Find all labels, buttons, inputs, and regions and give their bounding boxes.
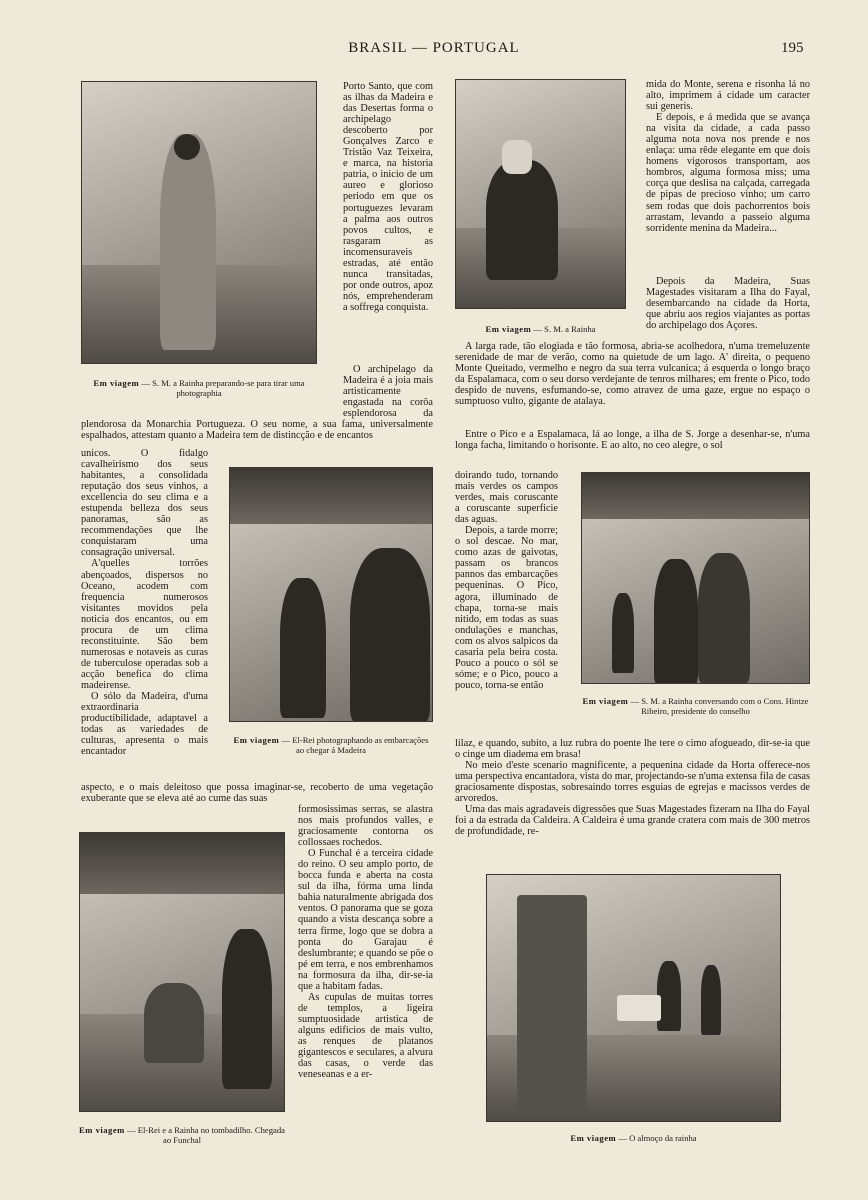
photo-queen-seated [455, 79, 626, 309]
text-column-2b: Depois da Madeira, Suas Magestades visitaram a Ilha do Fayal, desembarcando na cidade da Horta, que abriu aos regios viajantes as portas do archipelago dos Açores. [646, 276, 810, 332]
photo-king-photographing [229, 467, 433, 722]
caption-photo-1: Em viagem — S. M. a Rainha preparando-se para tirar uma photographia [93, 378, 305, 398]
text-column-2: mida do Monte, serena e risonha lá no alto, imprimem á cidade um caracter sui generis. E depois, e á medida que se avança na visita da cidade, a cada passo alguma nota nova nos prende e nos enlaça: uma rêde elegante em que dois homens vigorosos transportam, aos hombros, alguma formosa miss; uma corça que deslisa na calçada, carregada de pipas de precioso vinho; um carro sem rodas que dois pachorrentos bois arrastam, levando a passeio alguma sorridente menina da Madeira... [646, 79, 810, 234]
photo-royals-on-deck [79, 832, 285, 1112]
page-number: 195 [781, 40, 804, 56]
text-vegetacao: aspecto, e o mais deleitoso que possa imaginar-se, recoberto de uma vegetação exuberante que se eleva até ao cume das suas [81, 782, 433, 804]
photo-queen-camera [81, 81, 317, 364]
caption-photo-3: Em viagem — El-Rei photographando as embarcações ao chegar á Madeira [233, 735, 429, 755]
caption-photo-4: Em viagem — S. M. a Rainha conversando com o Cons. Hintze Ribeiro, presidente do conselho [582, 696, 809, 716]
text-archipelago-start: O archipelago da Madeira é a joia mais artisticamente engastada na corôa esplendorosa da [343, 364, 433, 420]
running-head: BRASIL — PORTUGAL [348, 40, 520, 56]
caption-photo-6: Em viagem — O almoço da rainha [570, 1133, 697, 1143]
text-column-3: unicos. O fidalgo cavalheirismo dos seus habitantes, a consolidada reputação dos seus vinhos, a excellencia do seu clima e a estupenda belleza dos seus panoramas, são as recommendações que lhe conquistaram uma consagração universal. A'quelles torrões abençoados, dispersos no Oceano, acodem com frequencia numerosos visitantes movidos pela noticia dos encantos, ou em procura de um clima reconstituinte. São bem numerosas e notaveis as curas de tuberculose operadas sob a acção benefica do clima madeirense. O sólo da Madeira, d'uma extraordinaria productibilidade, adaptavel a todas as variedades de culturas, apresenta o mais encantador [81, 448, 208, 758]
photo-queen-conversing [581, 472, 810, 684]
text-horta-paragraphs: lilaz, e quando, subito, a luz rubra do poente lhe tere o cimo afogueado, dir-se-ia que o cinge um diadema em brasa! No meio d'este scenario magnificente, a pequenina cidade da Horta offerece-nos uma perspectiva encantadora, vista do mar, projectando-se n'uma extensa fila de casas graciosamente dispostas, sobresaindo torres esguias de egrejas e macissos verdes de arvoredos. Uma das mais agradaveis digressões que Suas Magestades fizeram na Ilha do Fayal foi a da estrada da Caldeira. A Caldeira é uma grande cratera com mais de 300 metros de profundidade, re- [455, 738, 810, 838]
caption-photo-2: Em viagem — S. M. a Rainha [485, 324, 596, 334]
text-monarchia: plendorosa da Monarchia Portugueza. O seu nome, a sua fama, universalmente espalhados, attestam quanto a Madeira tem de distincção e de encantos [81, 419, 433, 442]
text-column-1: Porto Santo, que com as ilhas da Madeira e das Desertas forma o archipelago descoberto por Gonçalves Zarco e Tristão Vaz Teixeira, e marca, na historia patria, o inicio de um aureo e glorioso periodo em que os portuguezes levaram a palma aos outros povos cultos, e rasgaram as incomensuraveis estradas, até então nunca transitadas, por onde outros, apoz nós, emprehenderam a soffrega conquista. [343, 81, 433, 313]
text-rade-paragraph: A larga rade, tão elogiada e tão formosa, abria-se acolhedora, n'uma tremeluzente serenidade de mar de verão, como na quietude de um lago. A' direita, o pequeno Monte Queitado, vermelho e negro da sua terra vulcanica; á esquerda o longo braço da Espalamaca, com o seu dorso verdejante de tenros milhares; em frente o Pico, todo despido de nuvens, esfumando-se, como atravez de uma gaze, ergue no espaço o sumptuoso vulto, gigante de atalaya. [455, 341, 810, 408]
text-pico-espalamaca: Entre o Pico e a Espalamaca, lá ao longe, a ilha de S. Jorge a desenhar-se, n'uma longa facha, limitando o horisonte. E ao alto, no ceo alegre, o sol [455, 429, 810, 452]
photo-queens-lunch [486, 874, 781, 1122]
text-column-4: doirando tudo, tornando mais verdes os campos verdes, mais coruscante a coruscante superficie das aguas. Depois, a tarde morre; o sol descae. No mar, como azas de gaivotas, passam os brancos pannos das embarcações pequeninas. O Pico, agora, illuminado de chapa, torna-se mais nitido, em todas as suas ondulações e manchas, com os alvos salpicos da casaria pela beira costa. Pouco a pouco o sól se sóme; e o Pico, pouco a pouco, torna-se então [455, 470, 558, 691]
caption-photo-5: Em viagem — El-Rei e a Rainha no tombadilho. Chegada ao Funchal [79, 1125, 285, 1145]
text-column-5: formosissimas serras, se alastra nos mais profundos valles, e graciosamente contorna os collossaes rochedos. O Funchal é a terceira cidade do reino. O seu amplo porto, de bocca funda e aberta na costa sul da ilha, fórma uma linda bahia naturalmente abrigada dos ventos. O panorama que se goza quando a vista descança sobre a terra firme, logo que se dobra a ponta do Garajau é deslumbrante; e quando se põe o pé em terra, e nos embrenhamos na formosura da ilha, dir-se-ia que a habitam fadas. As cupulas de muitas torres de templos, a ligeira sumptuosidade artistica de alguns edificios de mais vulto, as renques de platanos gigantescos e seculares, a alvura das casas, o verde das veneseanas e a er- [298, 804, 433, 1081]
